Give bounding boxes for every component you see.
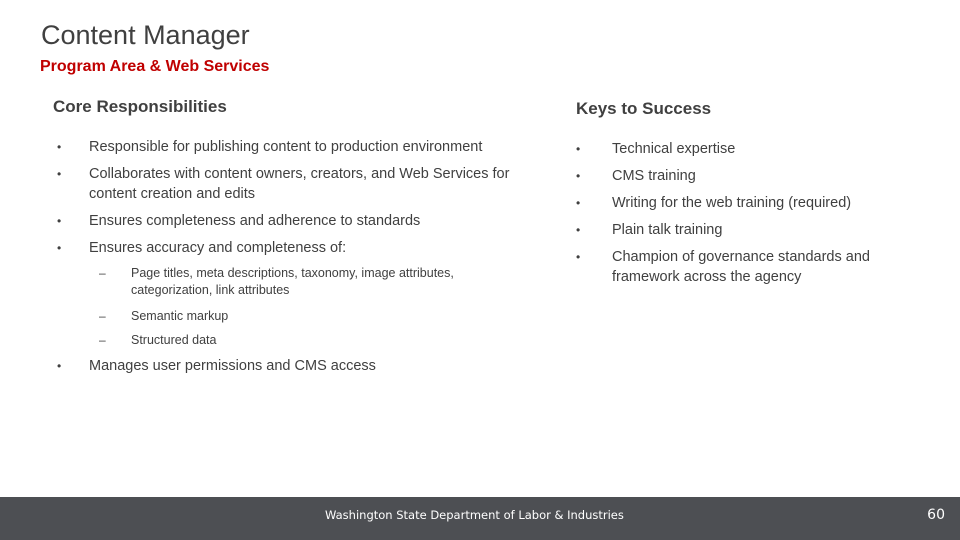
core-responsibilities-heading: Core Responsibilities [53, 97, 227, 116]
footer-organization: Washington State Department of Labor & Industries [325, 508, 624, 522]
success-item: Technical expertise [612, 141, 736, 157]
bullet-icon: • [576, 169, 581, 183]
responsibility-subitem: Page titles, meta descriptions, taxonomy, image attributes, categorization, link attributes [131, 266, 454, 297]
bullet-icon: • [57, 167, 62, 181]
bullet-icon: • [576, 196, 581, 210]
keys-to-success-heading: Keys to Success [576, 99, 712, 118]
responsibility-item: Ensures accuracy and completeness of: [89, 240, 347, 256]
success-item: CMS training [612, 168, 696, 184]
bullet-icon: • [576, 250, 581, 264]
slide-subtitle: Program Area & Web Services [40, 58, 270, 75]
success-item: Plain talk training [612, 222, 723, 238]
responsibility-subitem: Semantic markup [131, 309, 229, 323]
bullet-icon: • [57, 140, 62, 154]
dash-icon: – [99, 309, 106, 323]
dash-icon: – [99, 333, 106, 347]
dash-icon: – [99, 266, 106, 280]
success-item: Champion of governance standards and framework across the agency [612, 249, 870, 285]
page-number: 60 [927, 507, 945, 523]
bullet-icon: • [576, 223, 581, 237]
slide-title: Content Manager [41, 20, 250, 50]
bullet-icon: • [57, 214, 62, 228]
bullet-icon: • [57, 359, 62, 373]
bullet-icon: • [57, 241, 62, 255]
responsibility-item: Responsible for publishing content to production environment [89, 139, 483, 155]
responsibility-item: Manages user permissions and CMS access [89, 358, 376, 374]
responsibility-subitem: Structured data [131, 333, 217, 347]
bullet-icon: • [576, 142, 581, 156]
responsibility-item: Ensures completeness and adherence to standards [89, 213, 421, 229]
footer-bar [0, 497, 960, 540]
responsibility-item: Collaborates with content owners, creators, and Web Services for content creation and edits [89, 166, 510, 202]
success-item: Writing for the web training (required) [612, 195, 852, 211]
